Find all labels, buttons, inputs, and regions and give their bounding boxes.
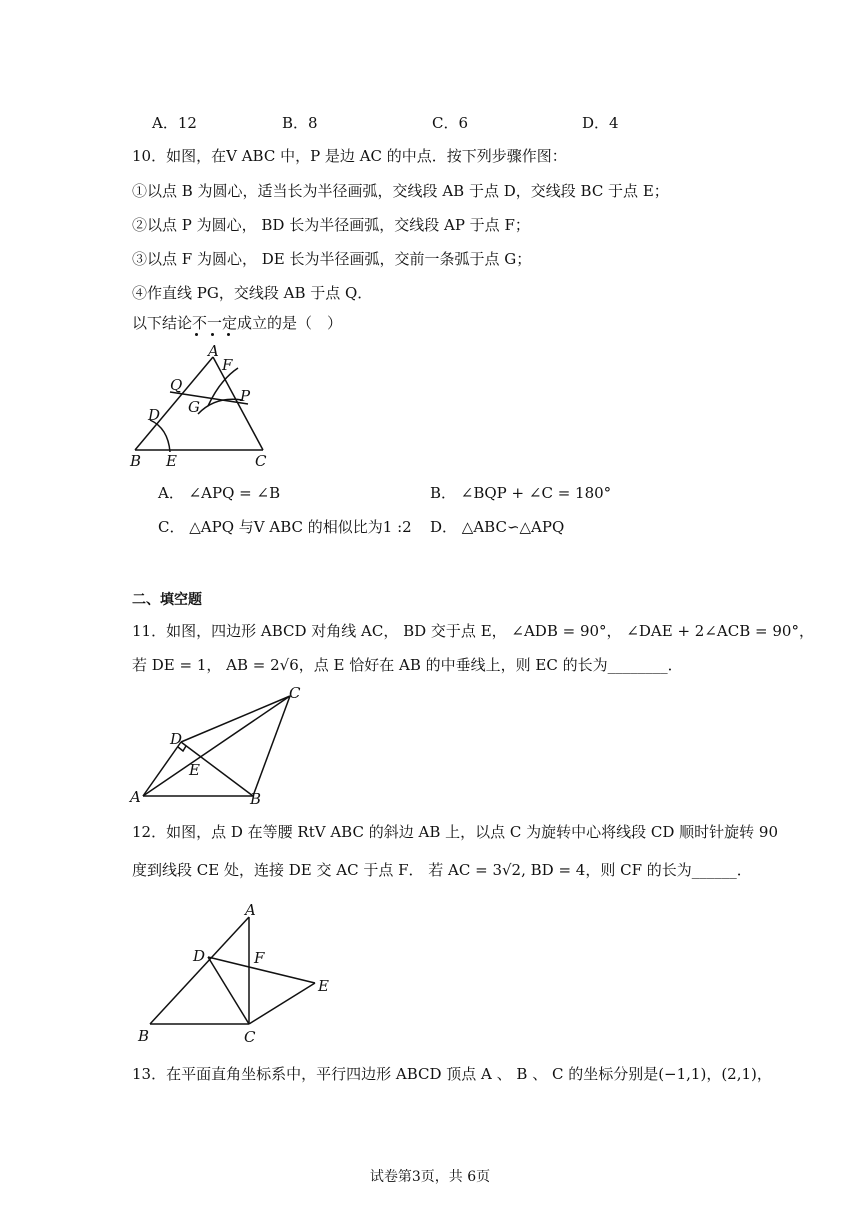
- q10-step-1: ①以点 B 为圆心，适当长为半径画弧，交线段 AB 于点 D，交线段 BC 于点 E；: [132, 182, 669, 200]
- label-c: C: [244, 1028, 256, 1046]
- q9-option-a: A．12: [152, 114, 197, 132]
- q11-figure: [125, 682, 315, 807]
- label-a: A: [245, 901, 256, 919]
- q10-stem: 10．如图，在V ABC 中，P 是边 AC 的中点．按下列步骤作图：: [132, 147, 567, 165]
- q10-option-a: A． ∠APQ = ∠B: [158, 484, 281, 502]
- label-a: A: [208, 342, 219, 360]
- label-d: D: [193, 947, 206, 965]
- label-d: D: [148, 406, 161, 424]
- q11-line-2: 若 DE = 1， AB = 2√6，点 E 恰好在 AB 的中垂线上，则 EC 的长为________．: [132, 656, 683, 674]
- label-e: E: [189, 761, 200, 779]
- arc-de: [150, 420, 170, 452]
- label-c: C: [289, 684, 301, 702]
- label-d: D: [170, 730, 183, 748]
- q10-question: 以下结论不一定成立的是（ ）: [132, 314, 343, 332]
- segment-ad: [143, 742, 181, 796]
- segment-dc: [208, 957, 249, 1024]
- q12-figure: [130, 895, 345, 1050]
- q9-option-c: C．6: [432, 114, 469, 132]
- q9-option-b: B．8: [282, 114, 318, 132]
- segment-ba: [150, 917, 249, 1024]
- label-a: A: [130, 788, 141, 806]
- emphasis-dot: [195, 333, 198, 336]
- section-title: 二、填空题: [132, 592, 202, 608]
- label-g: G: [188, 398, 200, 416]
- label-e: E: [166, 452, 177, 470]
- label-e: E: [318, 977, 329, 995]
- q10-option-b: B． ∠BQP + ∠C = 180°: [430, 484, 612, 502]
- label-p: P: [240, 387, 251, 405]
- label-b: B: [138, 1027, 150, 1045]
- emphasis-dot: [211, 333, 214, 336]
- page-footer: 试卷第3页，共 6页: [369, 1169, 491, 1185]
- q10-step-4: ④作直线 PG，交线段 AB 于点 Q．: [132, 284, 373, 302]
- q10-option-d: D． △ABC∽△APQ: [430, 518, 565, 536]
- segment-ab: [135, 357, 213, 450]
- emphasis-dot: [227, 333, 230, 336]
- q10-step-3: ③以点 F 为圆心， DE 长为半径画弧，交前一条弧于点 G；: [132, 250, 532, 268]
- segment-ac: [143, 696, 290, 796]
- label-f: F: [254, 949, 265, 967]
- q10-figure: [120, 340, 280, 470]
- label-c: C: [255, 452, 267, 470]
- q10-step-2: ②以点 P 为圆心， BD 长为半径画弧，交线段 AP 于点 F；: [132, 216, 530, 234]
- q12-line-1: 12．如图，点 D 在等腰 RtV ABC 的斜边 AB 上，以点 C 为旋转中心将线段 CD 顺时针旋转 90: [132, 823, 779, 841]
- label-b: B: [250, 790, 262, 808]
- segment-dc: [181, 696, 290, 742]
- segment-ce: [249, 983, 315, 1024]
- label-b: B: [130, 452, 142, 470]
- segment-bc: [253, 696, 290, 796]
- q9-option-d: D．4: [582, 114, 619, 132]
- q12-line-2: 度到线段 CE 处，连接 DE 交 AC 于点 F． 若 AC = 3√2, BD = 4，则 CF 的长为______．: [132, 861, 752, 879]
- label-f: F: [222, 356, 233, 374]
- label-q: Q: [170, 376, 183, 394]
- q10-option-c: C． △APQ 与V ABC 的相似比为1 :2: [158, 518, 412, 536]
- segment-ac: [213, 357, 263, 450]
- q11-line-1: 11．如图，四边形 ABCD 对角线 AC， BD 交于点 E， ∠ADB = 90°， ∠DAE + 2∠ACB = 90°，: [132, 622, 814, 640]
- q13-line-1: 13．在平面直角坐标系中，平行四边形 ABCD 顶点 A 、 B 、 C 的坐标分别是(−1,1)，(2,1)，: [132, 1065, 772, 1083]
